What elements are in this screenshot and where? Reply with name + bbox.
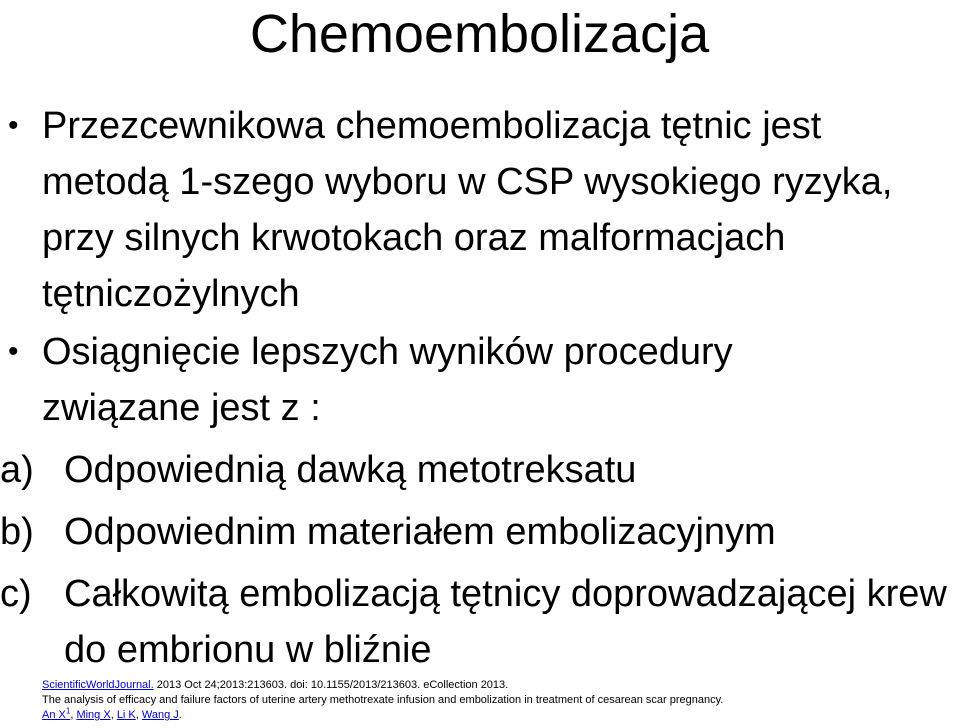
author-terminator: .	[178, 709, 182, 721]
author-separator: ,	[70, 709, 77, 721]
author-link[interactable]: Ming X	[76, 709, 111, 721]
author-link[interactable]: An X$^1$	[42, 706, 71, 721]
lettered-item-marker: a)	[0, 449, 34, 491]
journal-link[interactable]: ScientificWorldJournal.	[42, 679, 154, 691]
lettered-item-text: Całkowitą embolizacją tętnicy doprowadzającej krew do embrionu w bliźnie	[64, 573, 947, 671]
lettered-item-text: Odpowiednią dawką metotreksatu	[64, 449, 637, 491]
lettered-item-a	[0, 442, 959, 498]
author-separator: ,	[110, 709, 117, 721]
slide-title: Chemoembolizacja	[249, 4, 710, 64]
author-affiliation-sup: 1	[65, 706, 71, 716]
lettered-item-marker: b)	[0, 511, 34, 553]
bullet-dot-icon: •	[8, 335, 19, 368]
lettered-item-marker: c)	[0, 573, 32, 615]
reference-article-title: The analysis of efficacy and failure factors of uterine artery methotrexate infusion and embolization in treatment of cesarean scar pregnancy.	[42, 694, 724, 706]
author-link[interactable]: Li K	[116, 709, 136, 721]
reference-authors	[42, 708, 952, 723]
bullet-item	[0, 324, 959, 436]
bullet-text: Osiągnięcie lepszych wyników procedury związane jest z :	[42, 331, 733, 429]
reference-block	[42, 678, 952, 723]
bullet-item	[0, 98, 959, 322]
bullet-text: Przezcewnikowa chemoembolizacja tętnic jest metodą 1-szego wyboru w CSP wysokiego ryzyka, przy silnych krwotokach oraz malformacjach tętniczożylnych	[42, 105, 893, 315]
lettered-item-c	[0, 566, 959, 678]
author-link[interactable]: Wang J	[141, 709, 179, 721]
lettered-item-text: Odpowiednim materiałem embolizacyjnym	[64, 511, 776, 553]
lettered-item-b	[0, 504, 959, 560]
reference-citation-line	[42, 678, 952, 693]
citation-details: 2013 Oct 24;2013:213603. doi: 10.1155/2013/213603. eCollection 2013.	[153, 679, 509, 691]
author-separator: ,	[135, 709, 142, 721]
bullet-dot-icon: •	[8, 109, 19, 142]
slide-content	[0, 98, 959, 678]
